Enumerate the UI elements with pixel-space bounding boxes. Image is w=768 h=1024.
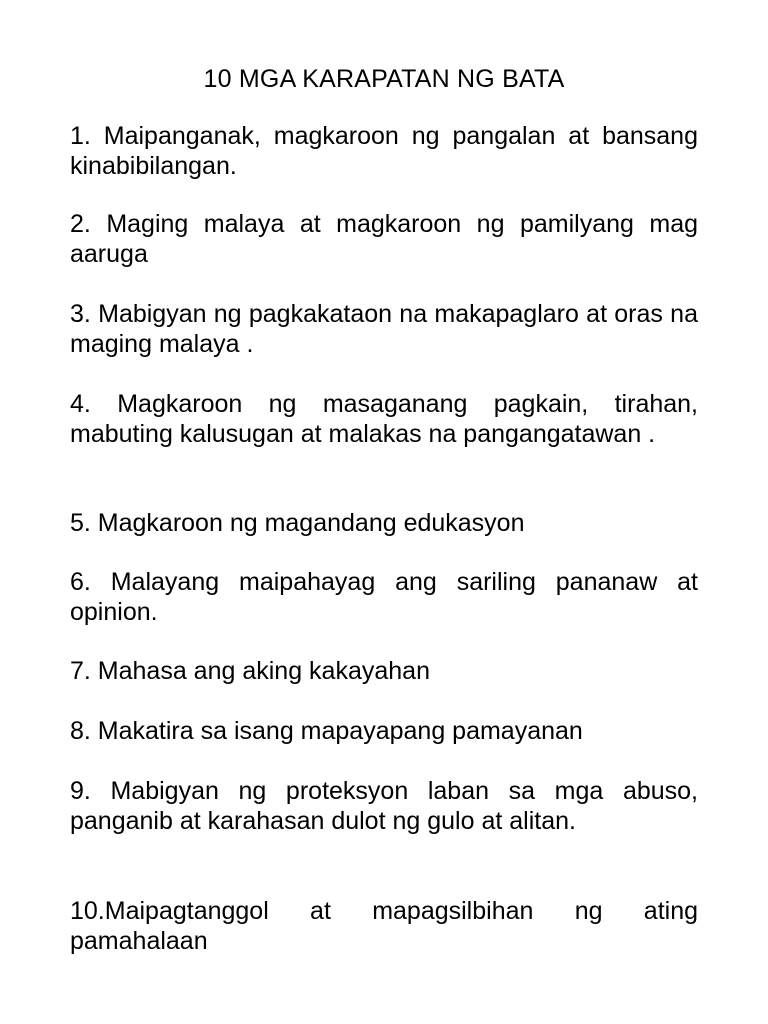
- right-item-6: 6. Malayang maipahayag ang sariling pananaw at opinion.: [70, 568, 698, 626]
- right-item-4: 4. Magkaroon ng masaganang pagkain, tirahan, mabuting kalusugan at malakas na pangangatawan .: [70, 390, 698, 448]
- right-item-8: 8. Makatira sa isang mapayapang pamayanan: [70, 717, 583, 745]
- right-item-7: 7. Mahasa ang aking kakayahan: [70, 657, 430, 685]
- document-title: 10 MGA KARAPATAN NG BATA: [203, 65, 565, 93]
- right-item-9: 9. Mabigyan ng proteksyon laban sa mga abuso, panganib at karahasan dulot ng gulo at alitan.: [70, 777, 698, 835]
- right-item-2: 2. Maging malaya at magkaroon ng pamilyang mag aaruga: [70, 210, 698, 268]
- right-item-10: 10.Maipagtanggol at mapagsilbihan ng ating pamahalaan: [70, 897, 698, 955]
- right-item-3: 3. Mabigyan ng pagkakataon na makapaglaro at oras na maging malaya .: [70, 300, 698, 358]
- right-item-1: 1. Maipanganak, magkaroon ng pangalan at bansang kinabibilangan.: [70, 122, 698, 180]
- right-item-5: 5. Magkaroon ng magandang edukasyon: [70, 509, 525, 537]
